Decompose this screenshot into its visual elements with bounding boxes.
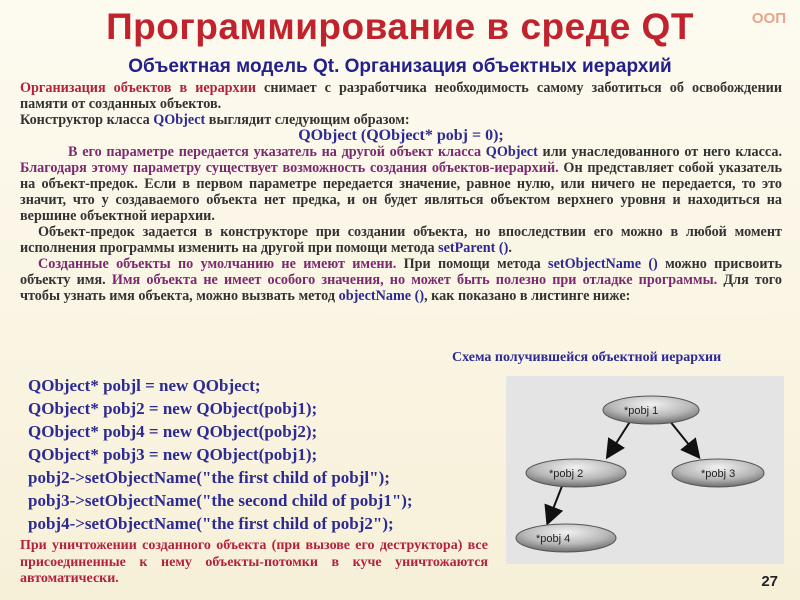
- node-pobj4: [516, 524, 616, 552]
- paragraph-text: или унаследованного от него класса.: [537, 144, 782, 160]
- method-name: objectName (): [338, 288, 425, 304]
- paragraph-text: Конструктор класса: [20, 112, 154, 128]
- paragraph-parent: [20, 224, 782, 256]
- edge-2-4: [548, 486, 562, 522]
- paragraph-text: .: [508, 240, 512, 256]
- code-listing: [28, 374, 498, 535]
- paragraph-constructor: [20, 112, 782, 128]
- node-pobj1: [603, 396, 699, 424]
- highlight-text: Благодаря этому параметру существует возможность создания объектов-иерархий.: [20, 160, 559, 176]
- code-line: pobj2->setObjectName("the first child of pobjl");: [28, 468, 390, 487]
- node-pobj3: [672, 459, 764, 487]
- paragraph-names: [20, 256, 782, 304]
- paragraph-parameter: [20, 144, 782, 224]
- code-line: QObject* pobj3 = new QObject(pobj1);: [28, 445, 318, 464]
- course-tag: ООП: [751, 10, 786, 27]
- page-number: 27: [761, 573, 778, 590]
- diagram-caption: Схема получившейся объектной иерархии: [452, 350, 722, 365]
- highlight-text: Созданные объекты по умолчанию не имеют имени.: [38, 256, 397, 272]
- code-line: QObject* pobj2 = new QObject(pobj1);: [28, 399, 318, 418]
- paragraph-text: , как показано в листинге ниже:: [424, 288, 631, 304]
- edge-1-2: [608, 420, 631, 456]
- paragraph-text: выглядит следующим образом:: [205, 112, 410, 128]
- method-name: setParent (): [438, 240, 509, 256]
- page-title: Программирование в среде QT: [106, 6, 694, 47]
- node-label: *pobj 4: [536, 533, 571, 545]
- node-label: *pobj 1: [624, 405, 659, 417]
- code-line: pobj4->setObjectName("the first child of pobj2");: [28, 514, 394, 533]
- paragraph-text: можно присвоить объекту имя.: [20, 256, 783, 288]
- paragraph-text: Он представляет собой указатель на объект-предок. Если в первом параметре передается значение, равное нулю, или ничего не передается, то это значит, что у создаваемого объекта нет предка, и он будет являться объектом верхнего уровня и находиться на вершине объектной иерархии.: [20, 160, 783, 224]
- highlight-text: Имя объекта не имеет особого значения, но может быть полезно при отладке программы.: [111, 272, 718, 288]
- method-name: setObjectName (): [548, 256, 658, 272]
- paragraph-text: Объект-предок задается в конструкторе при создании объекта, но впоследствии его можно в любой момент исполнения программы изменить на другой при помощи метода: [20, 224, 782, 256]
- constructor-signature: QObject (QObject* pobj = 0);: [298, 127, 504, 144]
- page-subtitle: Объектная модель Qt. Организация объектных иерархий: [128, 56, 672, 77]
- class-name: QObject: [485, 144, 538, 160]
- highlight-hierarchy: Организация объектов в иерархии: [20, 80, 256, 96]
- node-label: *pobj 3: [701, 468, 736, 480]
- body-text: [20, 80, 782, 304]
- node-pobj2: [526, 459, 626, 487]
- footer-note: При уничтожении созданного объекта (при вызове его деструктора) все присоединенные к нему объекты-потомки в куче уничтожаются автоматически.: [20, 538, 488, 586]
- class-name: QObject: [153, 112, 206, 128]
- hierarchy-diagram-svg: [506, 376, 784, 564]
- code-line: QObject* pobjl = new QObject;: [28, 376, 261, 395]
- hierarchy-diagram: [506, 376, 784, 564]
- node-label: *pobj 2: [549, 468, 584, 480]
- paragraph-hierarchy: [20, 80, 782, 112]
- code-line: QObject* pobj4 = new QObject(pobj2);: [28, 422, 318, 441]
- edge-1-3: [669, 420, 698, 456]
- paragraph-text: Для того чтобы узнать имя объекта, можно вызвать метод: [20, 272, 782, 304]
- paragraph-text: снимает с разработчика необходимость самому заботиться об освобождении памяти от созданных объектов.: [20, 80, 782, 112]
- paragraph-text: В его параметре передается указатель на другой объект класса: [68, 144, 486, 160]
- code-line: pobj3->setObjectName("the second child of pobj1");: [28, 491, 413, 510]
- paragraph-text: При помощи метода: [396, 256, 549, 272]
